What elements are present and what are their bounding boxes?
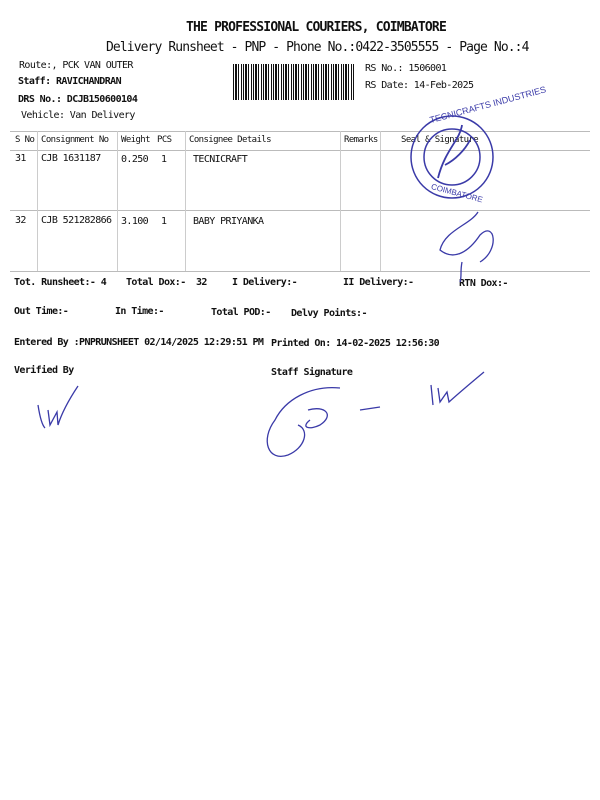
second-signature bbox=[431, 372, 484, 405]
col-header-sno: S No bbox=[15, 135, 35, 145]
col-header-consignee: Consignee Details bbox=[189, 135, 271, 145]
cell-weight: 0.250 bbox=[121, 154, 149, 165]
company-seal-stamp bbox=[411, 84, 547, 204]
i-delivery: I Delivery:- bbox=[232, 277, 298, 288]
rtn-dox: RTN Dox:- bbox=[459, 278, 508, 289]
cell-sno: 31 bbox=[15, 153, 26, 164]
recipient-signature bbox=[440, 212, 493, 282]
col-header-weight: Weight bbox=[121, 135, 150, 145]
total-dox-value: 32 bbox=[196, 277, 207, 288]
total-dox-label: Total Dox:- bbox=[126, 277, 186, 288]
svg-text:COIMBATORE: COIMBATORE bbox=[430, 182, 484, 205]
ii-delivery: II Delivery:- bbox=[343, 277, 414, 288]
cell-consignee: BABY PRIYANKA bbox=[193, 216, 264, 227]
cell-consignment: CJB 1631187 bbox=[41, 153, 101, 164]
printed-on: Printed On: 14-02-2025 12:56:30 bbox=[271, 338, 440, 349]
total-pod: Total POD:- bbox=[211, 307, 271, 318]
col-header-pcs: PCS bbox=[157, 135, 172, 145]
cell-sno: 32 bbox=[15, 215, 26, 226]
rs-no: RS No.: 1506001 bbox=[365, 63, 447, 74]
verified-by: Verified By bbox=[14, 365, 74, 376]
drs-no: DRS No.: DCJB150600104 bbox=[18, 94, 138, 105]
staff: Staff: RAVICHANDRAN bbox=[18, 76, 121, 87]
vehicle: Vehicle: Van Delivery bbox=[21, 110, 135, 121]
col-header-consignment: Consignment No bbox=[41, 135, 109, 145]
tot-runsheet: Tot. Runsheet:- 4 bbox=[14, 277, 107, 288]
in-time: In Time:- bbox=[115, 306, 164, 317]
cell-consignment: CJB 521282866 bbox=[41, 215, 112, 226]
cell-pcs: 1 bbox=[161, 216, 167, 227]
col-header-seal: Seal & Signature bbox=[401, 135, 479, 145]
verifier-signature bbox=[38, 386, 78, 428]
svg-text:TECNICRAFTS INDUSTRIES: TECNICRAFTS INDUSTRIES bbox=[428, 84, 548, 126]
route: Route:, PCK VAN OUTER bbox=[19, 60, 133, 71]
company-title: THE PROFESSIONAL COURIERS, COIMBATORE bbox=[186, 20, 446, 35]
cell-pcs: 1 bbox=[161, 154, 167, 165]
col-header-remarks: Remarks bbox=[344, 135, 378, 145]
entered-by: Entered By :PNPRUNSHEET 02/14/2025 12:29:51 PM bbox=[14, 337, 264, 348]
out-time: Out Time:- bbox=[14, 306, 69, 317]
runsheet-subtitle: Delivery Runsheet - PNP - Phone No.:0422-3505555 - Page No.:4 bbox=[106, 40, 529, 55]
staff-signature bbox=[267, 388, 380, 457]
cell-weight: 3.100 bbox=[121, 216, 149, 227]
staff-signature-label: Staff Signature bbox=[271, 367, 353, 378]
delvy-points: Delvy Points:- bbox=[291, 308, 367, 319]
rs-date: RS Date: 14-Feb-2025 bbox=[365, 80, 474, 91]
cell-consignee: TECNICRAFT bbox=[193, 154, 248, 165]
